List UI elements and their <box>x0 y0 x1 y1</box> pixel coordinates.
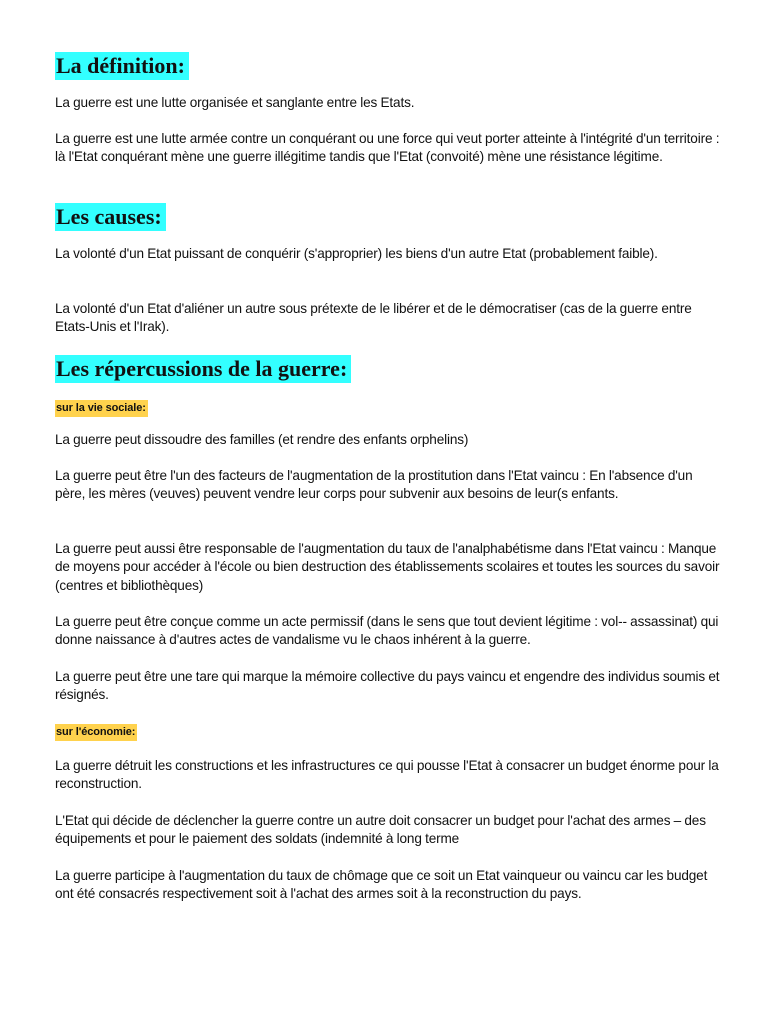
paragraph: La guerre détruit les constructions et les infrastructures ce qui pousse l'Etat à consacrer un budget énorme pour la reconstruction. <box>55 758 719 792</box>
paragraph: La guerre est une lutte armée contre un conquérant ou une force qui veut porter atteinte à l'intégrité d'un territoire : là l'Etat conquérant mène une guerre illégitime tandis que l'Etat (convoité) mène une résistance légitime. <box>55 131 720 165</box>
subheading-economy <box>55 722 137 741</box>
heading-text: La définition: <box>55 52 189 80</box>
paragraph: La guerre peut aussi être responsable de l'augmentation du taux de l'analphabétisme dans l'Etat vaincu : Manque de moyens pour accéder à l'école ou bien destruction des établissements scolaires et toutes les sources du savoir (centres et bibliothèques) <box>55 541 720 593</box>
heading-text: Les répercussions de la guerre: <box>55 355 351 383</box>
paragraph: L'Etat qui décide de déclencher la guerre contre un autre doit consacrer un budget pour l'achat des armes – des équipements et pour le paiement des soldats (indemnité à long terme <box>55 813 706 847</box>
section-heading-definition <box>55 52 189 80</box>
subheading-social-life <box>55 398 148 417</box>
paragraph: La volonté d'un Etat d'aliéner un autre sous prétexte de le libérer et de le démocratiser (cas de la guerre entre Etats-Unis et l'Irak). <box>55 301 692 335</box>
heading-text: Les causes: <box>55 203 166 231</box>
paragraph: La guerre peut être une tare qui marque la mémoire collective du pays vaincu et engendre des individus soumis et résignés. <box>55 669 720 703</box>
subheading-text: sur l'économie: <box>55 724 137 741</box>
paragraph: La guerre est une lutte organisée et sanglante entre les Etats. <box>55 95 415 110</box>
paragraph: La guerre peut être l'un des facteurs de l'augmentation de la prostitution dans l'Etat vaincu : En l'absence d'un père, les mères (veuves) peuvent vendre leur corps pour subvenir aux besoins de leur(s enfants. <box>55 468 693 502</box>
paragraph: La guerre peut être conçue comme un acte permissif (dans le sens que tout devient légitime : vol-- assassinat) qui donne naissance à d'autres actes de vandalisme vu le chaos inhérent à la guerre. <box>55 614 719 648</box>
paragraph: La guerre peut dissoudre des familles (et rendre des enfants orphelins) <box>55 432 469 447</box>
section-heading-repercussions <box>55 355 351 383</box>
paragraph: La volonté d'un Etat puissant de conquérir (s'approprier) les biens d'un autre Etat (probablement faible). <box>55 246 658 261</box>
paragraph: La guerre participe à l'augmentation du taux de chômage que ce soit un Etat vainqueur ou vaincu car les budget ont été consacrés respectivement soit à l'achat des armes soit à la reconstruction du pays. <box>55 868 708 902</box>
subheading-text: sur la vie sociale: <box>55 400 148 417</box>
section-heading-causes <box>55 203 166 231</box>
